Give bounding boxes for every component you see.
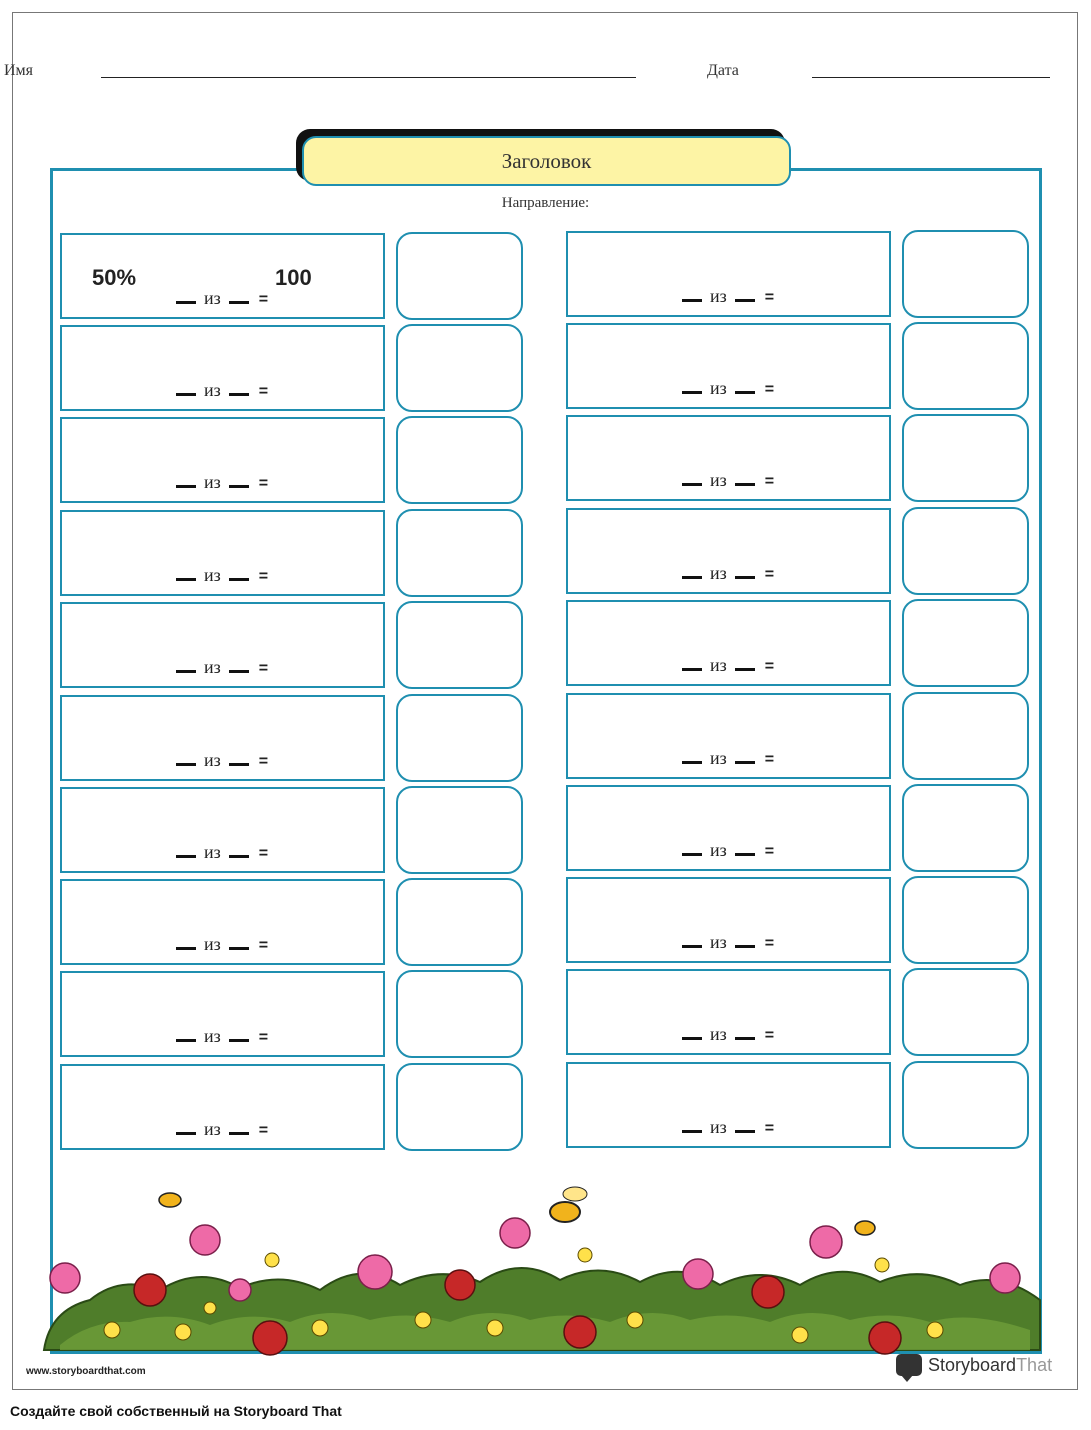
answer-box[interactable] — [396, 1063, 523, 1151]
worksheet-title[interactable]: Заголовок — [302, 136, 791, 186]
equals-sign: = — [764, 1027, 775, 1044]
of-word: из — [710, 470, 727, 490]
percent-formula — [174, 565, 268, 586]
speech-bubble-icon — [896, 1354, 922, 1376]
percent-formula — [680, 932, 774, 953]
problem-box[interactable] — [60, 879, 385, 965]
of-word: из — [204, 565, 221, 585]
blank-percent[interactable] — [176, 381, 196, 396]
percent-formula — [174, 472, 268, 493]
answer-box[interactable] — [902, 599, 1029, 687]
of-word: из — [204, 288, 221, 308]
equals-sign: = — [764, 1120, 775, 1137]
blank-number[interactable] — [229, 1027, 249, 1042]
equals-sign: = — [258, 383, 269, 400]
blank-number[interactable] — [735, 656, 755, 671]
of-word: из — [204, 657, 221, 677]
answer-box[interactable] — [396, 878, 523, 966]
blank-percent[interactable] — [176, 566, 196, 581]
blank-percent[interactable] — [682, 1118, 702, 1133]
of-word: из — [710, 563, 727, 583]
blank-percent[interactable] — [176, 751, 196, 766]
percent-formula — [174, 1026, 268, 1047]
blank-percent[interactable] — [682, 287, 702, 302]
blank-number[interactable] — [735, 1025, 755, 1040]
percent-formula — [680, 470, 774, 491]
logo-word-storyboard: Storyboard — [928, 1354, 1017, 1375]
problem-box[interactable] — [60, 602, 385, 688]
logo-word-that: That — [1016, 1354, 1053, 1375]
blank-number[interactable] — [229, 566, 249, 581]
blank-number[interactable] — [229, 843, 249, 858]
blank-number[interactable] — [229, 381, 249, 396]
problem-box[interactable] — [566, 1062, 891, 1148]
example-percent: 50% — [92, 265, 137, 290]
of-word: из — [204, 750, 221, 770]
equals-sign: = — [258, 568, 269, 585]
percent-formula — [680, 1117, 774, 1138]
of-word: из — [710, 840, 727, 860]
equals-sign: = — [258, 753, 269, 770]
blank-number[interactable] — [735, 379, 755, 394]
problem-box[interactable] — [566, 415, 891, 501]
blank-percent[interactable] — [682, 749, 702, 764]
of-word: из — [710, 286, 727, 306]
date-line[interactable] — [812, 77, 1050, 78]
problem-box[interactable] — [566, 600, 891, 686]
problem-box[interactable] — [566, 693, 891, 779]
answer-box[interactable] — [396, 324, 523, 412]
blank-number[interactable] — [229, 1120, 249, 1135]
equals-sign: = — [258, 937, 269, 954]
of-word: из — [204, 380, 221, 400]
blank-percent[interactable] — [682, 656, 702, 671]
answer-box[interactable] — [902, 322, 1029, 410]
equals-sign: = — [258, 660, 269, 677]
problem-box[interactable] — [60, 233, 385, 319]
problem-box[interactable] — [60, 787, 385, 873]
blank-number[interactable] — [735, 471, 755, 486]
answer-box[interactable] — [902, 1061, 1029, 1149]
equals-sign: = — [258, 291, 269, 308]
of-word: из — [710, 655, 727, 675]
blank-number[interactable] — [735, 749, 755, 764]
blank-percent[interactable] — [682, 841, 702, 856]
equals-sign: = — [258, 1029, 269, 1046]
percent-formula — [680, 748, 774, 769]
equals-sign: = — [764, 381, 775, 398]
problem-box[interactable] — [566, 323, 891, 409]
percent-formula — [174, 657, 268, 678]
blank-percent[interactable] — [682, 471, 702, 486]
problem-box[interactable] — [566, 877, 891, 963]
blank-percent[interactable] — [176, 1120, 196, 1135]
answer-box[interactable] — [396, 232, 523, 320]
blank-percent[interactable] — [682, 1025, 702, 1040]
problem-box[interactable] — [60, 971, 385, 1057]
blank-percent[interactable] — [176, 473, 196, 488]
equals-sign: = — [764, 935, 775, 952]
of-word: из — [204, 934, 221, 954]
of-word: из — [204, 842, 221, 862]
name-line[interactable] — [101, 77, 636, 78]
blank-percent[interactable] — [682, 564, 702, 579]
equals-sign: = — [764, 289, 775, 306]
of-word: из — [204, 1119, 221, 1139]
equals-sign: = — [764, 843, 775, 860]
equals-sign: = — [764, 473, 775, 490]
blank-number[interactable] — [229, 658, 249, 673]
blank-percent[interactable] — [176, 935, 196, 950]
of-word: из — [710, 1117, 727, 1137]
date-label: Дата — [707, 62, 739, 79]
answer-box[interactable] — [396, 970, 523, 1058]
of-word: из — [710, 932, 727, 952]
answer-box[interactable] — [396, 601, 523, 689]
equals-sign: = — [258, 1122, 269, 1139]
percent-formula — [680, 655, 774, 676]
percent-formula — [174, 380, 268, 401]
equals-sign: = — [764, 658, 775, 675]
percent-formula — [680, 840, 774, 861]
of-word: из — [204, 1026, 221, 1046]
problem-box[interactable] — [566, 508, 891, 594]
answer-box[interactable] — [396, 416, 523, 504]
problem-box[interactable] — [60, 695, 385, 781]
equals-sign: = — [258, 475, 269, 492]
percent-formula — [174, 750, 268, 771]
name-label: Имя — [4, 62, 34, 79]
answer-box[interactable] — [396, 786, 523, 874]
percent-formula — [680, 563, 774, 584]
blank-number[interactable] — [229, 751, 249, 766]
percent-formula — [174, 842, 268, 863]
flower-garden-illustration — [0, 1160, 1091, 1360]
equals-sign: = — [764, 751, 775, 768]
answer-box[interactable] — [396, 694, 523, 782]
blank-percent[interactable] — [682, 933, 702, 948]
blank-number[interactable] — [735, 1118, 755, 1133]
percent-formula — [174, 288, 268, 309]
direction-text: Направление: — [501, 195, 590, 211]
equals-sign: = — [258, 845, 269, 862]
blank-percent[interactable] — [682, 379, 702, 394]
percent-formula — [680, 286, 774, 307]
answer-box[interactable] — [902, 968, 1029, 1056]
storyboardthat-logo[interactable] — [896, 1354, 1052, 1376]
of-word: из — [204, 472, 221, 492]
answer-box[interactable] — [902, 784, 1029, 872]
footer-url[interactable]: www.storyboardthat.com — [26, 1366, 146, 1377]
problem-box[interactable] — [566, 231, 891, 317]
blank-number[interactable] — [735, 287, 755, 302]
problem-box[interactable] — [60, 325, 385, 411]
problem-box[interactable] — [566, 969, 891, 1055]
answer-box[interactable] — [902, 230, 1029, 318]
create-your-own-link[interactable]: Создайте свой собственный на Storyboard That — [10, 1403, 342, 1419]
answer-box[interactable] — [902, 876, 1029, 964]
of-word: из — [710, 1024, 727, 1044]
answer-box[interactable] — [902, 507, 1029, 595]
of-word: из — [710, 748, 727, 768]
blank-percent[interactable] — [176, 1027, 196, 1042]
blank-number[interactable] — [229, 935, 249, 950]
problem-box[interactable] — [60, 417, 385, 503]
blank-number[interactable] — [735, 564, 755, 579]
problem-box[interactable] — [60, 510, 385, 596]
answer-box[interactable] — [902, 414, 1029, 502]
problem-box[interactable] — [60, 1064, 385, 1150]
blank-percent[interactable] — [176, 658, 196, 673]
percent-formula — [680, 378, 774, 399]
of-word: из — [710, 378, 727, 398]
percent-formula — [174, 1119, 268, 1140]
blank-number[interactable] — [229, 289, 249, 304]
blank-percent[interactable] — [176, 843, 196, 858]
percent-formula — [680, 1024, 774, 1045]
equals-sign: = — [764, 566, 775, 583]
answer-box[interactable] — [396, 509, 523, 597]
percent-formula — [174, 934, 268, 955]
answer-box[interactable] — [902, 692, 1029, 780]
blank-percent[interactable] — [176, 289, 196, 304]
problem-box[interactable] — [566, 785, 891, 871]
blank-number[interactable] — [229, 473, 249, 488]
blank-number[interactable] — [735, 933, 755, 948]
example-total: 100 — [275, 265, 312, 290]
blank-number[interactable] — [735, 841, 755, 856]
